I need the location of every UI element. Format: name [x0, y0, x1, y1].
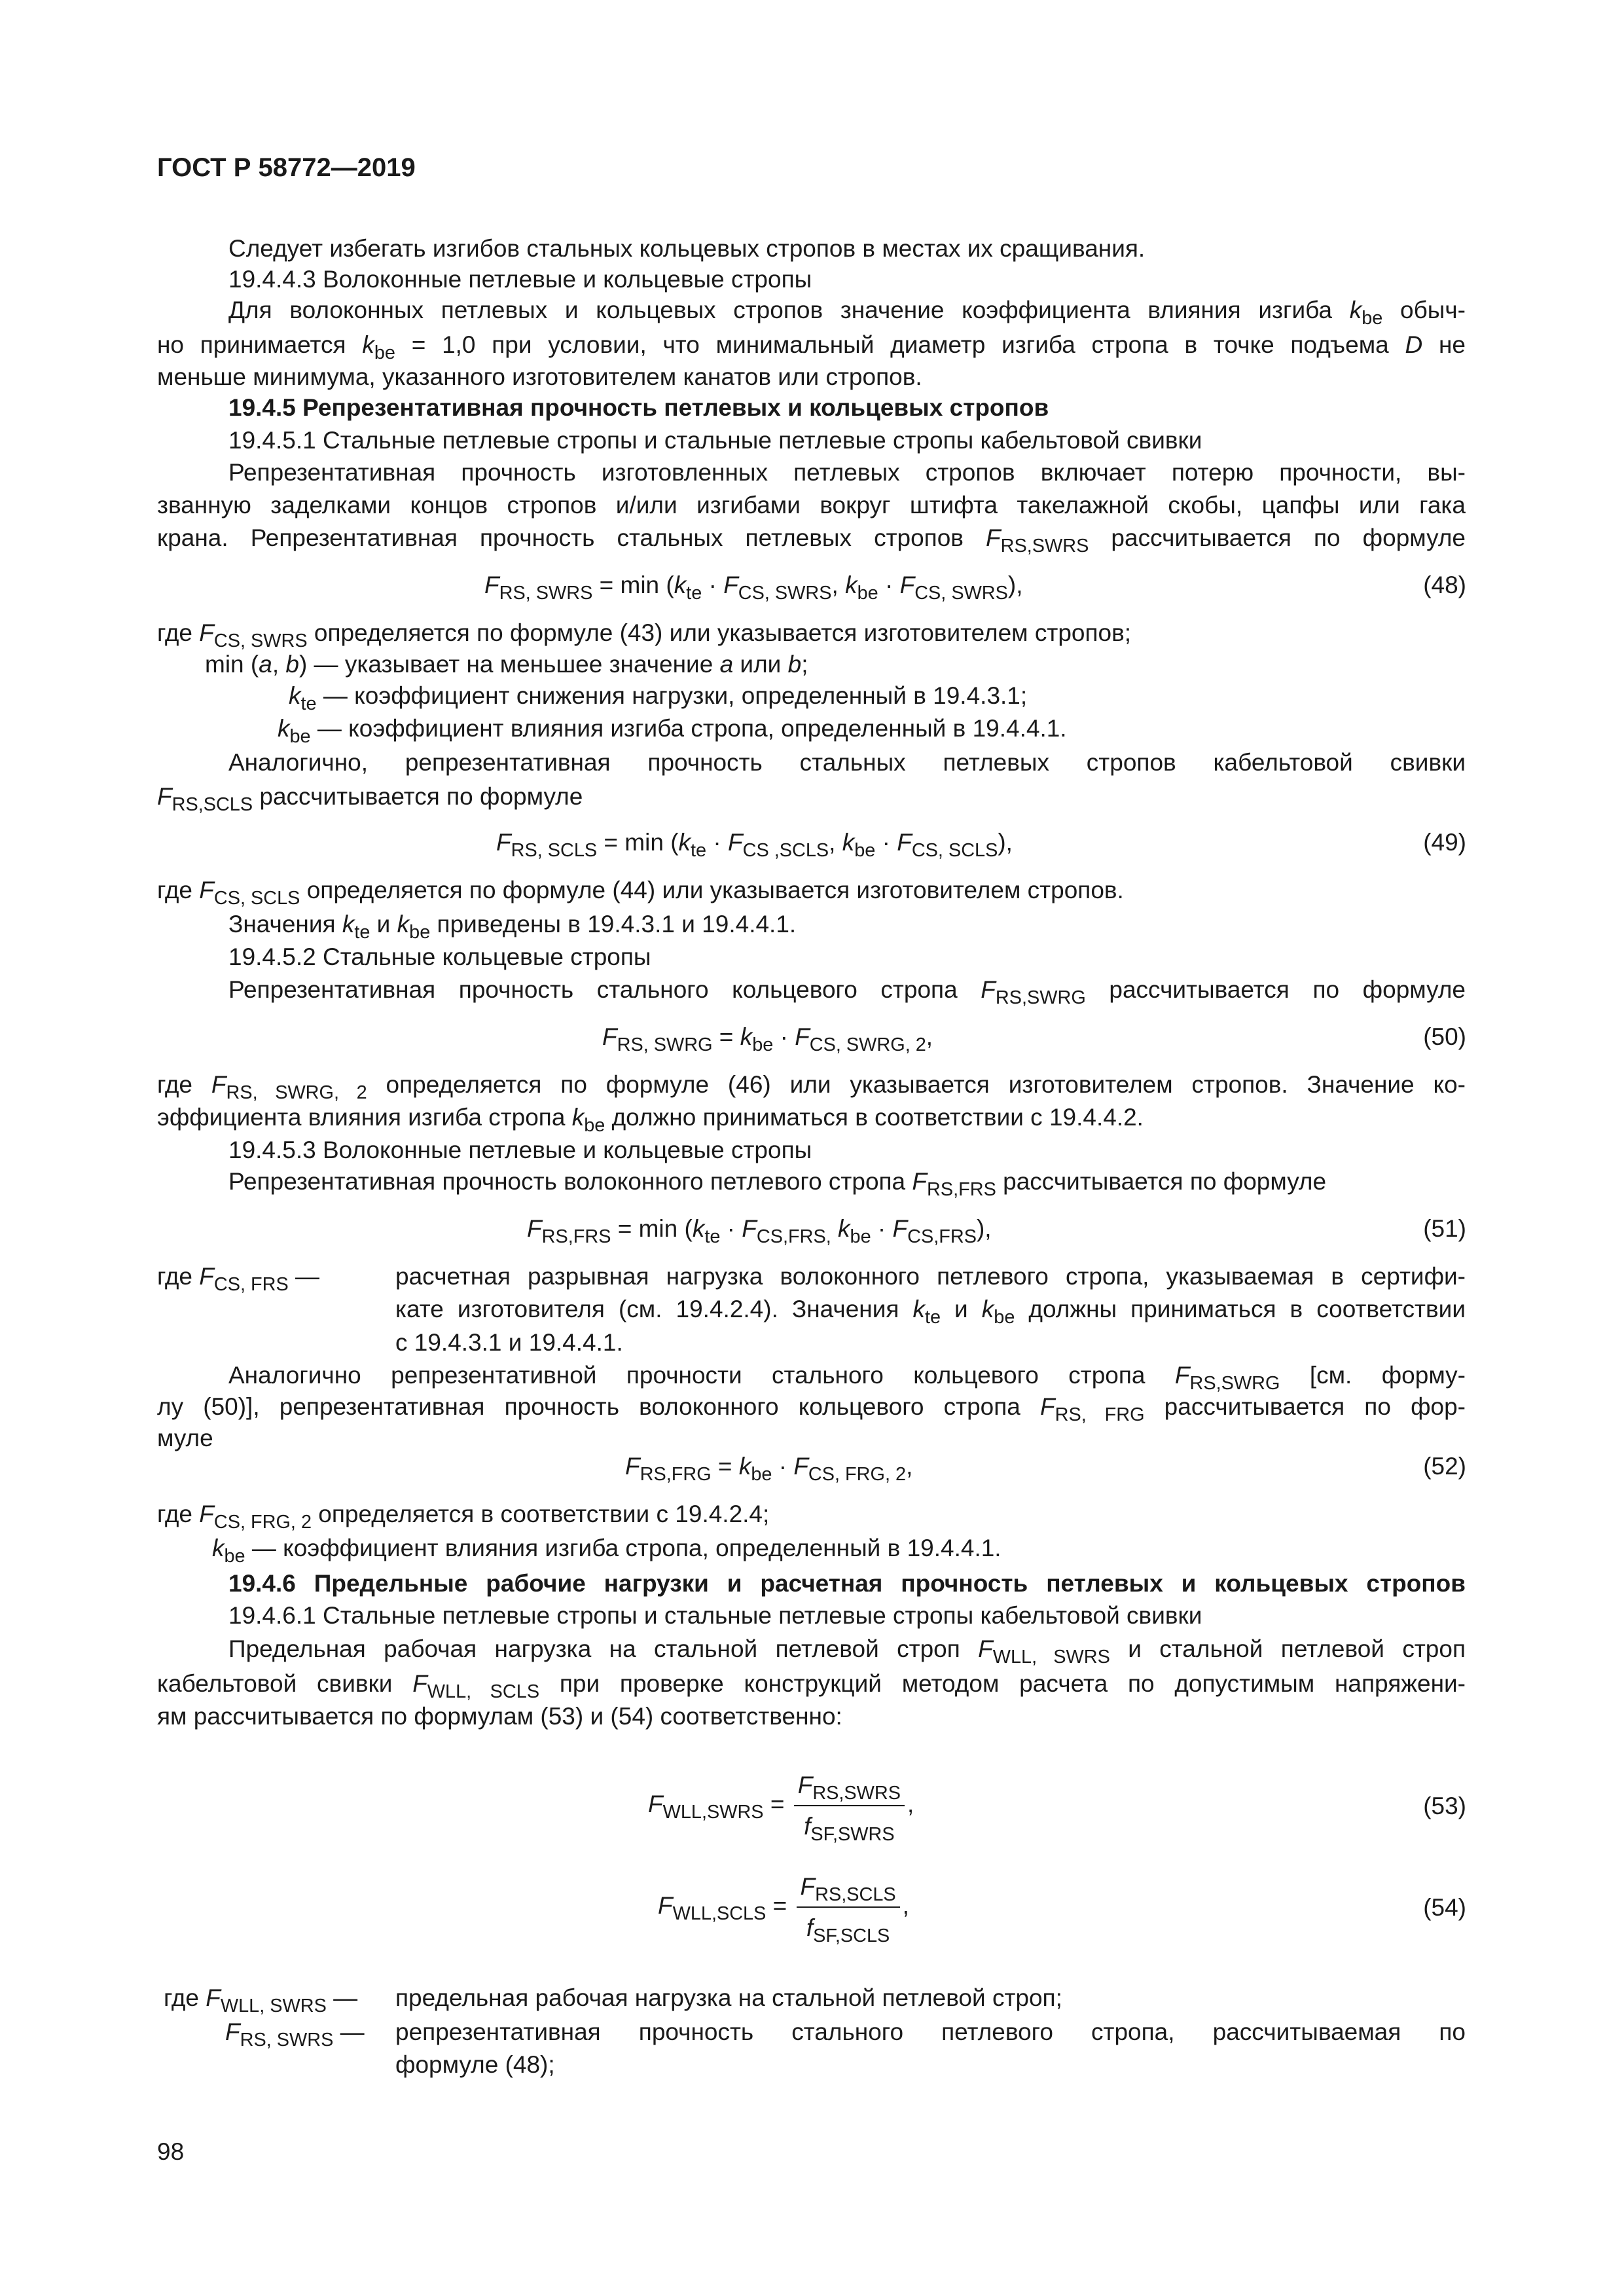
formula-52: $F_{RS,FRG} = k_{be} \cdot F_{CS, FRG, 2}$, — [625, 1453, 913, 1485]
where-line: где $F_{CS, FRG, 2}$ определяется в соответствии с 19.4.2.4; — [157, 1501, 770, 1533]
where-line: с 19.4.3.1 и 19.4.4.1. — [395, 1329, 623, 1356]
paragraph: Следует избегать изгибов стальных кольцевых стропов в местах их сращивания. — [228, 235, 1146, 262]
section-heading: 19.4.5.3 Волоконные петлевые и кольцевые стропы — [228, 1137, 812, 1163]
paragraph-line: Аналогично, репрезентативная прочность стальных петлевых стропов кабельтовой свивки — [228, 749, 1466, 776]
formula-53: $F_{WLL,SWRS}$ = $\frac{F_{RS,SWRS}}{f_{SF,SWRS}}$ , — [648, 1768, 914, 1844]
where-line: эффициента влияния изгиба стропа $k_{be}$ должно приниматься в соответствии с 19.4.4.2. — [157, 1104, 1144, 1137]
formula-number: (53) — [1423, 1793, 1466, 1819]
paragraph-line: крана. Репрезентативная прочность стальных петлевых стропов $F_{RS,SWRS}$ рассчитывается по формуле — [157, 524, 1466, 557]
paragraph-line: Репрезентативная прочность изготовленных петлевых стропов включает потерю прочности, вы- — [228, 459, 1466, 486]
fraction: $\frac{F_{RS,SWRS}}{f_{SF,SWRS}}$ — [794, 1768, 905, 1844]
where-line: $k_{be}$ — коэффициент влияния изгиба стропа, определенный в 19.4.4.1. — [278, 715, 1067, 748]
formula-number: (51) — [1423, 1215, 1466, 1242]
paragraph-line: Репрезентативная прочность волоконного петлевого стропа $F_{RS,FRS}$ рассчитывается по формуле — [228, 1168, 1327, 1201]
formula-number: (54) — [1423, 1894, 1466, 1921]
paragraph-line: $F_{RS,SCLS}$ рассчитывается по формуле — [157, 783, 583, 816]
where-line: min (a, b) — указывает на меньшее значение a или b; — [205, 651, 808, 678]
paragraph-line: Репрезентативная прочность стального кольцевого стропа $F_{RS,SWRG}$ рассчитывается по формуле — [228, 976, 1466, 1009]
where-line: где $F_{CS, SCLS}$ определяется по формуле (44) или указывается изготовителем стропов. — [157, 877, 1124, 909]
where-line: $k_{te}$ — коэффициент снижения нагрузки, определенный в 19.4.3.1; — [289, 682, 1028, 715]
paragraph-line: кабельтовой свивки $F_{WLL, SCLS}$ при проверке конструкций методом расчета по допустимым напряжени- — [157, 1670, 1466, 1703]
section-heading: 19.4.4.3 Волоконные петлевые и кольцевые стропы — [228, 266, 812, 293]
section-heading: 19.4.5 Репрезентативная прочность петлевых и кольцевых стропов — [228, 394, 1049, 421]
paragraph-line: Значения $k_{te}$ и $k_{be}$ приведены в 19.4.3.1 и 19.4.4.1. — [228, 911, 797, 943]
where-term: $F_{RS, SWRS}$ — — [225, 2018, 365, 2051]
formula-number: (52) — [1423, 1453, 1466, 1480]
where-line: кате изготовителя (см. 19.4.2.4). Значения $k_{te}$ и $k_{be}$ должны приниматься в соответствии — [395, 1296, 1466, 1328]
paragraph-line: ям рассчитывается по формулам (53) и (54) соответственно: — [157, 1703, 842, 1730]
paragraph-line: Для волоконных петлевых и кольцевых стропов значение коэффициента влияния изгиба $k_{be}$ обыч- — [228, 297, 1466, 329]
formula-number: (49) — [1423, 829, 1466, 856]
where-line: где $F_{CS, SWRS}$ определяется по формуле (43) или указывается изготовителем стропов; — [157, 619, 1132, 652]
section-heading: 19.4.6 Предельные рабочие нагрузки и расчетная прочность петлевых и кольцевых стропов — [228, 1570, 1466, 1597]
paragraph-line: лу (50)], репрезентативная прочность волоконного кольцевого стропа $F_{RS, FRG}$ рассчитывается по фор- — [157, 1393, 1466, 1426]
formula-48: $F_{RS, SWRS} = \min (k_{te} \cdot F_{CS, SWRS}$, $k_{be} \cdot F_{CS, SWRS}$), — [484, 572, 1023, 604]
where-line: $k_{be}$ — коэффициент влияния изгиба стропа, определенный в 19.4.4.1. — [212, 1535, 1001, 1567]
formula-51: $F_{RS,FRS} = \min (k_{te} \cdot F_{CS,FRS,}$ $k_{be} \cdot F_{CS,FRS}$), — [527, 1215, 992, 1248]
formula-50: $F_{RS, SWRG} = k_{be} \cdot F_{CS, SWRG, 2}$, — [602, 1023, 933, 1056]
paragraph-line: званную заделками концов стропов и/или изгибами вокруг штифта такелажной скобы, цапфы или гака — [157, 492, 1466, 519]
section-heading: 19.4.6.1 Стальные петлевые стропы и стальные петлевые стропы кабельтовой свивки — [228, 1602, 1202, 1629]
where-term: где $F_{CS, FRS}$ — — [157, 1263, 320, 1296]
formula-number: (48) — [1423, 572, 1466, 598]
formula-number: (50) — [1423, 1023, 1466, 1050]
paragraph-line: муле — [157, 1425, 213, 1451]
document-header: ГОСТ Р 58772—2019 — [157, 153, 416, 182]
where-line: предельная рабочая нагрузка на стальной петлевой строп; — [395, 1984, 1062, 2011]
where-line: где $F_{RS, SWRG, 2}$ определяется по формуле (46) или указывается изготовителем стропов. Значение ко- — [157, 1071, 1466, 1104]
formula-54: $F_{WLL,SCLS}$ = $\frac{F_{RS,SCLS}}{f_{SF,SCLS}}$ , — [658, 1869, 909, 1945]
where-line: формуле (48); — [395, 2051, 555, 2078]
where-term: где $F_{WLL, SWRS}$ — — [164, 1984, 358, 2017]
paragraph-line: но принимается $k_{be} = 1,0$ при условии, что минимальный диаметр изгиба стропа в точке подъема D не — [157, 331, 1466, 364]
paragraph-line: меньше минимума, указанного изготовителем канатов или стропов. — [157, 363, 922, 390]
where-line: репрезентативная прочность стального петлевого стропа, рассчитываемая по — [395, 2018, 1466, 2045]
page-number: 98 — [157, 2138, 185, 2165]
paragraph-line: Предельная рабочая нагрузка на стальной петлевой строп $F_{WLL, SWRS}$ и стальной петлевой строп — [228, 1635, 1466, 1668]
formula-49: $F_{RS, SCLS} = \min (k_{te} \cdot F_{CS ,SCLS}$, $k_{be} \cdot F_{CS, SCLS}$), — [496, 829, 1013, 862]
paragraph-line: Аналогично репрезентативной прочности стального кольцевого стропа $F_{RS,SWRG}$ [см. форму- — [228, 1362, 1466, 1394]
section-heading: 19.4.5.1 Стальные петлевые стропы и стальные петлевые стропы кабельтовой свивки — [228, 427, 1202, 454]
section-heading: 19.4.5.2 Стальные кольцевые стропы — [228, 943, 651, 970]
fraction: $\frac{F_{RS,SCLS}}{f_{SF,SCLS}}$ — [797, 1869, 900, 1945]
where-line: расчетная разрывная нагрузка волоконного петлевого стропа, указываемая в сертифи- — [395, 1263, 1466, 1290]
